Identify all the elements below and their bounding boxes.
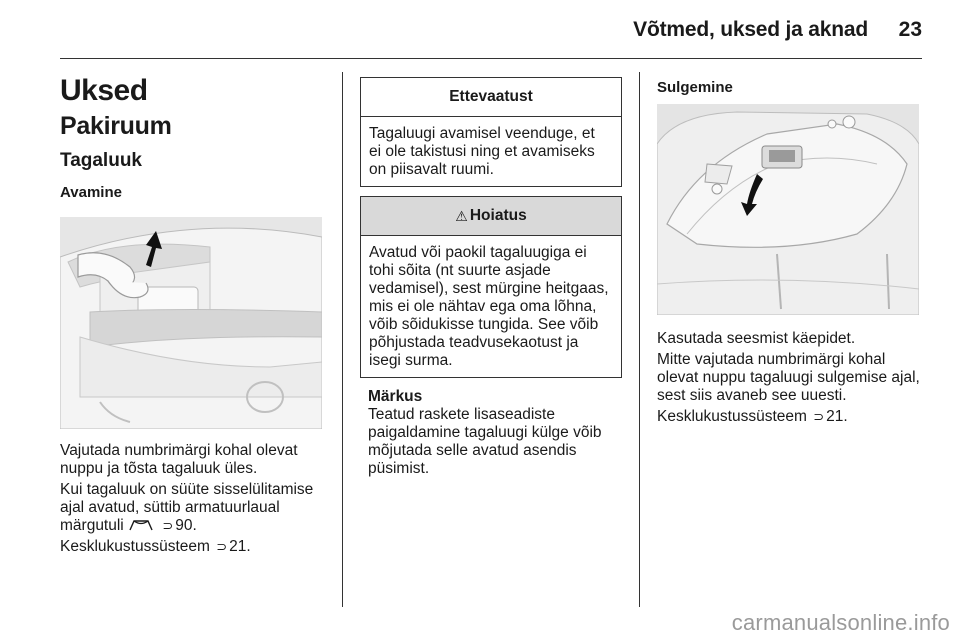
sub-subsection-title: Tagaluuk (60, 150, 142, 171)
warning-body: Avatud või paokil tagaluugiga ei tohi sõita (nt suurte asjade vedamisel), sest mürgine heitgaas, mis ei ole nähtav ega oma lõhna, võib sõidukisse tungida. See võib põhjustada teadvusekaotust ja isegi surma. (369, 244, 609, 369)
page-reference-arrow-icon: ⊃ (813, 409, 825, 424)
paragraph-closing-caution: Mitte vajutada numbrimärgi kohal olevat nuppu tagaluugi sulgemise ajal, sest siis avaneb see uuesti. (657, 351, 920, 404)
column-divider-2 (639, 72, 640, 607)
figure-opening-tailgate (60, 217, 322, 429)
topic-heading-closing: Sulgemine (657, 79, 733, 96)
lamp-info-page-ref[interactable]: 90. (175, 517, 197, 534)
paragraph-central-locking (60, 538, 330, 556)
central-locking-page-ref-right[interactable]: 21. (826, 408, 848, 425)
note-title: Märkus (368, 388, 423, 405)
central-locking-label: Kesklukustussüsteem (60, 538, 210, 555)
left-text-block (60, 442, 330, 556)
column-divider-1 (342, 72, 343, 607)
lamp-info-text: Kui tagaluuk on süüte sisselülitamise ajal avatud, süttib armatuurlaual märgutuli (60, 481, 314, 534)
page-header-title: Võtmed, uksed ja aknad (633, 18, 868, 41)
paragraph-open-instruction: Vajutada numbrimärgi kohal olevat nuppu ja tõsta tagaluuk üles. (60, 442, 298, 477)
central-locking-page-ref[interactable]: 21. (229, 538, 251, 555)
page-reference-arrow-icon: ⊃ (216, 539, 228, 554)
caution-body: Tagaluugi avamisel veenduge, et ei ole takistusi ning et avamiseks on piisavalt ruumi. (369, 125, 595, 178)
warning-title: Hoiatus (469, 207, 527, 224)
header-divider (60, 58, 922, 59)
section-title: Uksed (60, 74, 148, 107)
tailgate-open-lamp-icon (128, 518, 154, 532)
warning-box (360, 196, 622, 378)
paragraph-use-handle: Kasutada seesmist käepidet. (657, 330, 856, 347)
paragraph-lamp-info (60, 481, 330, 535)
right-text-block (657, 330, 922, 426)
right-column-heading-block (657, 79, 919, 96)
watermark: carmanualsonline.info (731, 610, 950, 635)
subsection-title: Pakiruum (60, 112, 172, 140)
warning-header (361, 197, 621, 236)
caution-box (360, 77, 622, 187)
page-reference-arrow-icon: ⊃ (162, 518, 174, 533)
central-locking-label-right: Kesklukustussüsteem (657, 408, 807, 425)
note-block (368, 388, 623, 478)
figure-closing-tailgate (657, 104, 919, 315)
paragraph-central-locking-right (657, 408, 922, 426)
page-number: 23 (898, 18, 922, 41)
topic-heading-opening: Avamine (60, 184, 122, 201)
note-body: Teatud raskete lisaseadiste paigaldamine tagaluugi külge võib mõjutada selle avatud asendis püsimist. (368, 406, 602, 477)
caution-title: Ettevaatust (361, 78, 621, 117)
warning-triangle-icon: ⚠ (455, 207, 468, 224)
left-column (60, 74, 330, 201)
